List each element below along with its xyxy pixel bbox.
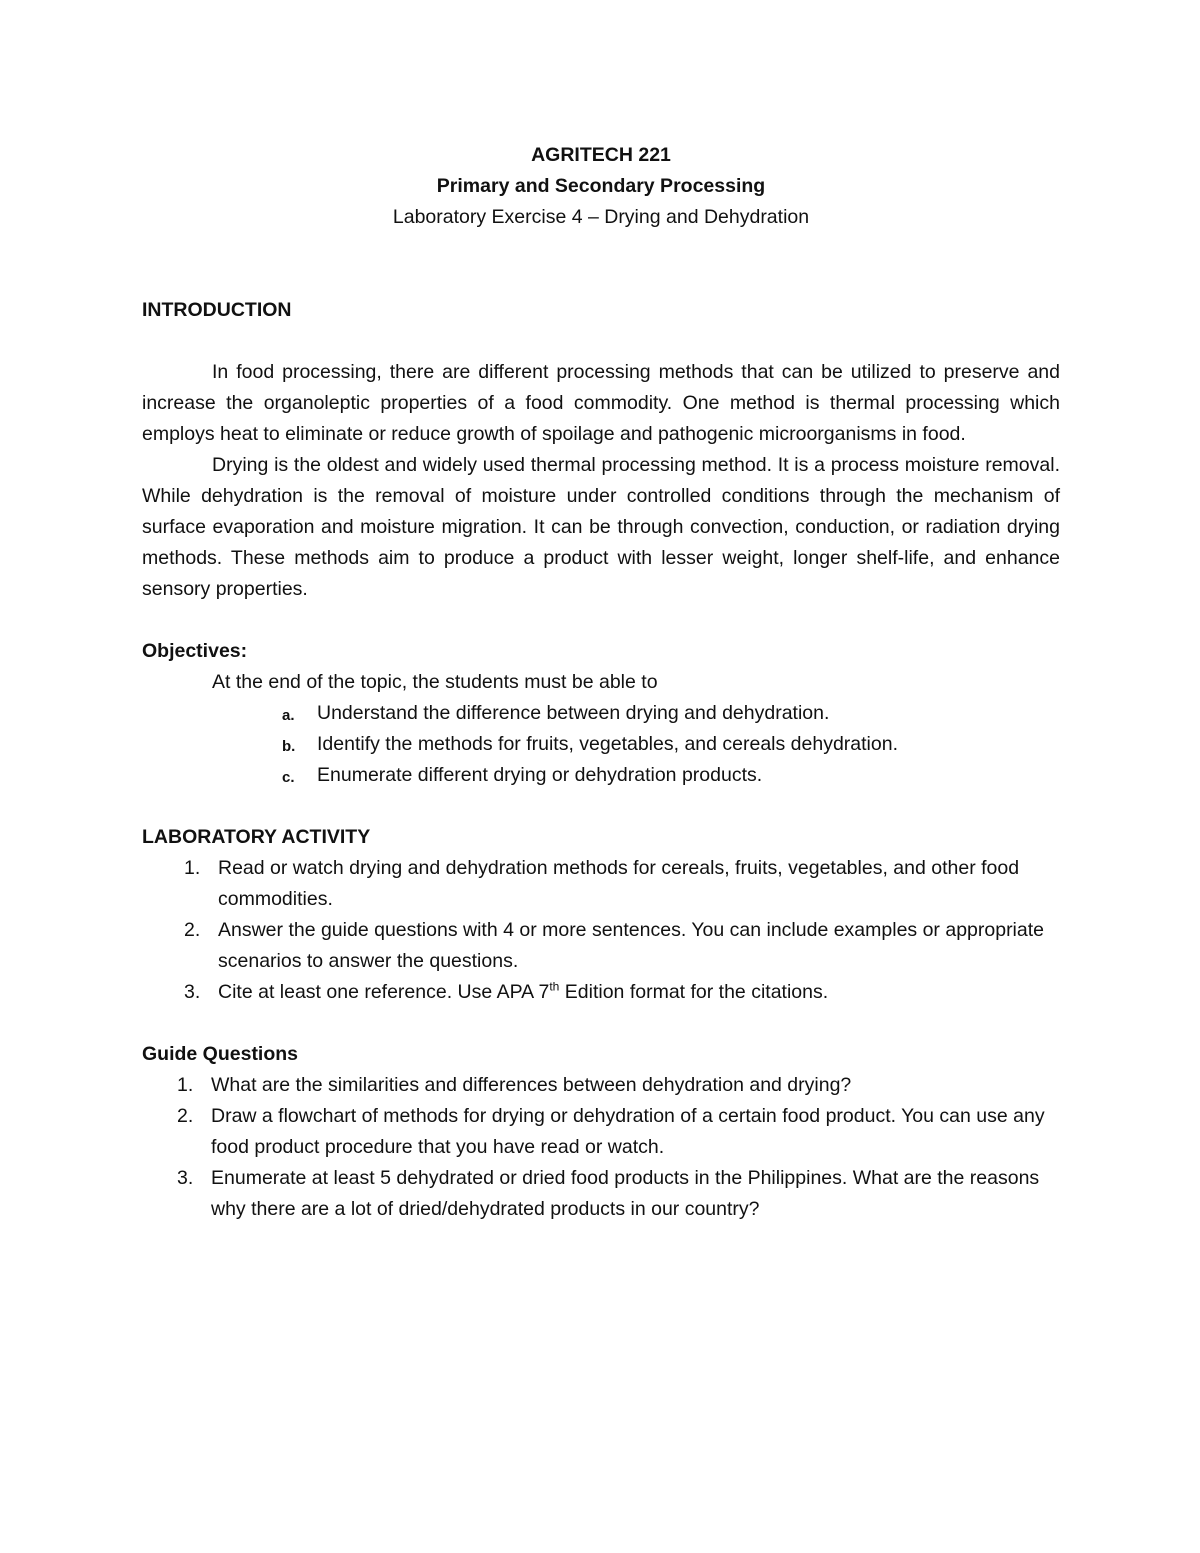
list-marker: 3. xyxy=(184,981,201,1003)
list-marker: b. xyxy=(282,738,296,755)
list-marker: a. xyxy=(282,707,295,724)
list-item xyxy=(282,698,1060,729)
list-marker: 3. xyxy=(177,1167,194,1189)
course-title: Primary and Secondary Processing xyxy=(436,175,766,197)
list-item-text: What are the similarities and differences between dehydration and drying? xyxy=(211,1074,852,1096)
list-item-text: Identify the methods for fruits, vegetables, and cereals dehydration. xyxy=(317,733,899,755)
objectives-lead: At the end of the topic, the students must be able to xyxy=(212,671,658,693)
introduction-paragraph-1: In food processing, there are different processing methods that can be utilized to preserve and increase the organoleptic properties of a food commodity. One method is thermal processing which employs heat to eliminate or reduce growth of spoilage and pathogenic microorganisms in food. xyxy=(142,361,1060,445)
course-code: AGRITECH 221 xyxy=(531,144,671,166)
list-item-text-end: Edition format for the citations. xyxy=(559,981,829,1003)
list-marker: 1. xyxy=(177,1074,194,1096)
list-item-text: Enumerate at least 5 dehydrated or dried food products in the Philippines. What are the reasons why there are a lot of dried/dehydrated products in our country? xyxy=(211,1167,1040,1220)
list-item xyxy=(142,915,1060,977)
list-item-text: Understand the difference between drying and dehydration. xyxy=(317,702,830,724)
list-marker: 2. xyxy=(177,1105,194,1127)
list-marker: 1. xyxy=(184,857,201,879)
list-marker: 2. xyxy=(184,919,201,941)
list-item xyxy=(142,1070,1060,1101)
list-item xyxy=(142,853,1060,915)
list-item-text: Read or watch drying and dehydration methods for cereals, fruits, vegetables, and other food commodities. xyxy=(218,857,1020,910)
list-item-text: Draw a flowchart of methods for drying or dehydration of a certain food product. You can use any food product procedure that you have read or watch. xyxy=(211,1105,1045,1158)
introduction-paragraph-2: Drying is the oldest and widely used thermal processing method. It is a process moisture removal. While dehydration is the removal of moisture under controlled conditions through the mechanism of surface evaporation and moisture migration. It can be through convection, conduction, or radiation drying methods. These methods aim to produce a product with lesser weight, longer shelf-life, and enhance sensory properties. xyxy=(142,454,1060,600)
list-marker: c. xyxy=(282,769,295,786)
list-item-text-start: Cite at least one reference. Use APA 7 xyxy=(218,981,550,1003)
guide-questions-list xyxy=(142,1070,1060,1225)
guide-questions-heading: Guide Questions xyxy=(142,1043,299,1065)
list-item xyxy=(282,760,1060,791)
introduction-heading: INTRODUCTION xyxy=(142,299,292,321)
document-page xyxy=(142,140,1060,1225)
list-item xyxy=(142,1101,1060,1163)
list-item xyxy=(142,1163,1060,1225)
list-item-text: Enumerate different drying or dehydration products. xyxy=(317,764,763,786)
objectives-heading: Objectives: xyxy=(142,640,248,662)
list-item xyxy=(282,729,1060,760)
objectives-list xyxy=(142,698,1060,791)
list-item-text: Answer the guide questions with 4 or more sentences. You can include examples or appropriate scenarios to answer the questions. xyxy=(218,919,1044,972)
list-item xyxy=(142,977,1060,1008)
superscript-th: th xyxy=(549,979,560,994)
laboratory-activity-list xyxy=(142,853,1060,1008)
laboratory-activity-heading: LABORATORY ACTIVITY xyxy=(142,826,371,848)
exercise-title: Laboratory Exercise 4 – Drying and Dehydration xyxy=(392,206,810,228)
